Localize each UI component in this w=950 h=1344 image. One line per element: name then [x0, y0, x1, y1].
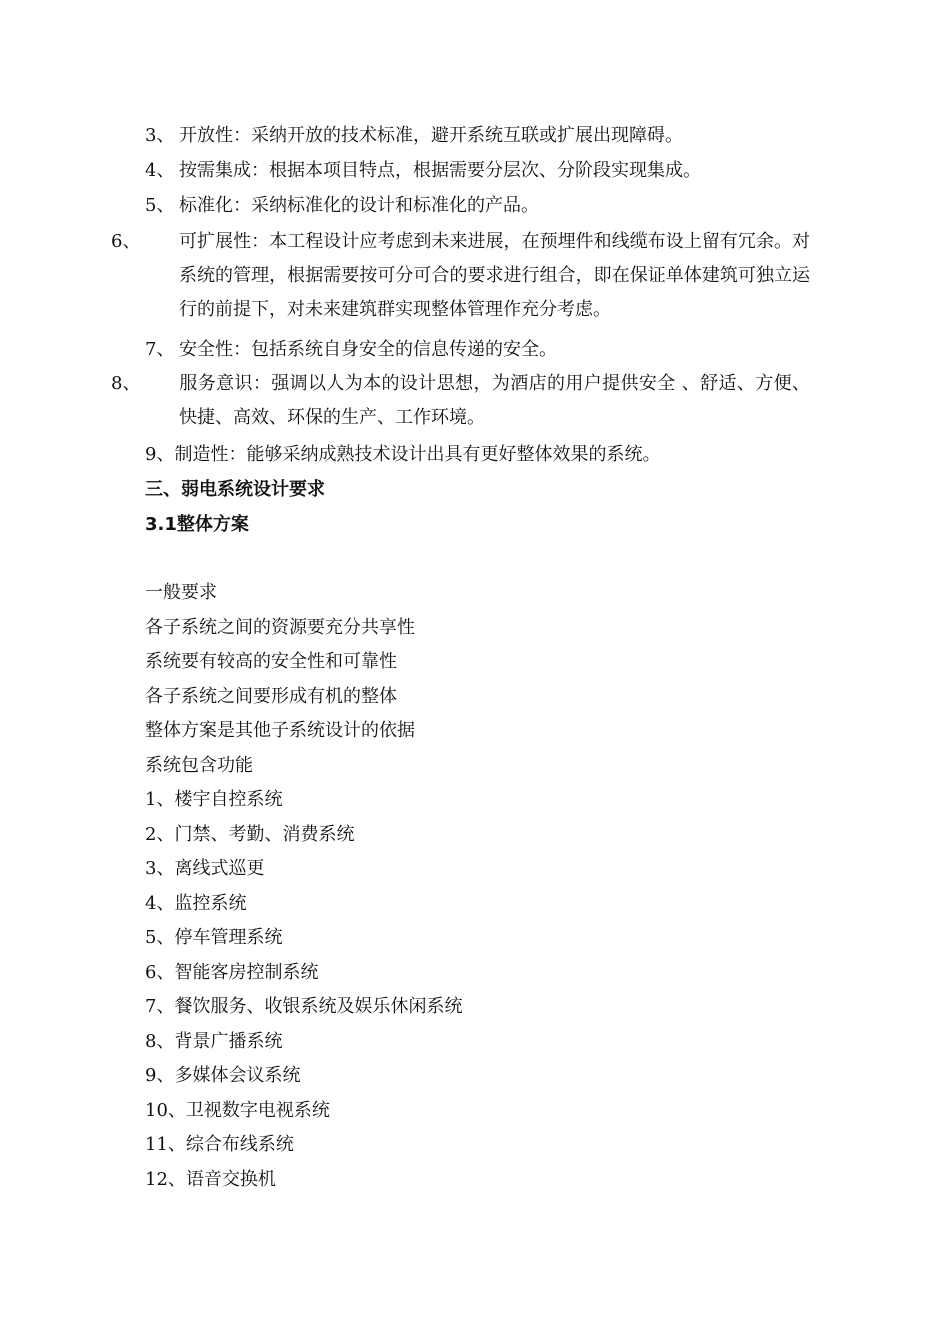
- function-item: 1、楼宇自控系统: [145, 789, 283, 810]
- principle-text: 制造性：能够采纳成熟技术设计出具有更好整体效果的系统。: [174, 444, 661, 465]
- requirement-item: 整体方案是其他子系统设计的依据: [145, 720, 415, 741]
- principle-text: 按需集成：根据本项目特点，根据需要分层次、分阶段实现集成。: [179, 160, 701, 181]
- function-item: 10、卫视数字电视系统: [145, 1100, 330, 1121]
- subsection-title: 3.1整体方案: [145, 514, 249, 535]
- function-item: 6、智能客房控制系统: [145, 962, 319, 983]
- functions-heading: 系统包含功能: [145, 755, 253, 776]
- principle-item: [111, 367, 810, 435]
- requirement-item: 各子系统之间的资源要充分共享性: [145, 617, 415, 638]
- requirement-item: 各子系统之间要形成有机的整体: [145, 686, 397, 707]
- requirement-item: 系统要有较高的安全性和可靠性: [145, 651, 397, 672]
- principle-item: [111, 225, 810, 327]
- principle-number: 3、: [145, 125, 175, 146]
- principle-item: [145, 189, 810, 223]
- principle-item: [145, 438, 810, 472]
- general-requirements-heading: 一般要求: [145, 582, 217, 603]
- function-item: 8、背景广播系统: [145, 1031, 283, 1052]
- section-title: 三、弱电系统设计要求: [145, 479, 325, 500]
- function-item: 7、餐饮服务、收银系统及娱乐休闲系统: [145, 996, 463, 1017]
- principle-number: 7、: [145, 339, 175, 360]
- principle-number: 9、: [145, 444, 175, 465]
- principle-item: [145, 154, 810, 188]
- function-item: 12、语音交换机: [145, 1169, 276, 1190]
- function-item: 5、停车管理系统: [145, 927, 283, 948]
- principle-item: [145, 119, 810, 153]
- principle-number: 8、: [111, 373, 141, 394]
- principle-number: 4、: [145, 160, 175, 181]
- principle-text: 安全性：包括系统自身安全的信息传递的安全。: [179, 339, 557, 360]
- principle-text: 可扩展性：本工程设计应考虑到未来进展，在预埋件和线缆布设上留有冗余。对系统的管理，根据需要按可分可合的要求进行组合，即在保证单体建筑可独立运行的前提下，对未来建筑群实现整体管理作充分考虑。: [179, 231, 810, 320]
- function-item: 9、多媒体会议系统: [145, 1065, 301, 1086]
- principle-text: 开放性：采纳开放的技术标准，避开系统互联或扩展出现障碍。: [179, 125, 683, 146]
- principle-number: 5、: [145, 195, 175, 216]
- function-item: 11、综合布线系统: [145, 1134, 294, 1155]
- function-item: 4、监控系统: [145, 893, 247, 914]
- principle-text: 服务意识：强调以人为本的设计思想，为酒店的用户提供安全 、舒适、方便、快捷、高效、环保的生产、工作环境。: [179, 373, 810, 428]
- function-item: 2、门禁、考勤、消费系统: [145, 824, 355, 845]
- principle-number: 6、: [111, 231, 141, 252]
- function-item: 3、离线式巡更: [145, 858, 265, 879]
- principle-text: 标准化：采纳标准化的设计和标准化的产品。: [179, 195, 539, 216]
- principle-item: [145, 333, 810, 367]
